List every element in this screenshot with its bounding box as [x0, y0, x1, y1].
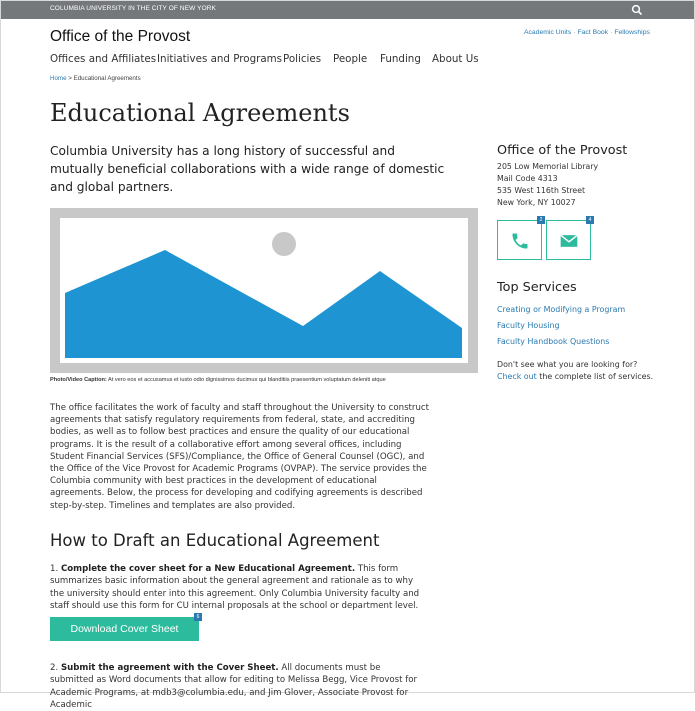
utility-link-academic-units[interactable]: Academic Units: [524, 29, 572, 36]
caption-text: At vero eos et accusamus et iusto odio dignissimos ducimus qui blanditiis praesentium voluptatum deleniti atque: [108, 377, 386, 383]
sidebar-office-title: Office of the Provost: [497, 143, 628, 158]
top-services-title: Top Services: [497, 280, 577, 295]
page-title: Educational Agreements: [50, 99, 350, 127]
nav-item-initiatives[interactable]: Initiatives and Programs: [157, 53, 283, 65]
breadcrumb-home[interactable]: Home: [50, 75, 67, 82]
email-button[interactable]: [546, 220, 591, 260]
services-note: [497, 359, 653, 383]
breadcrumb-current: Educational Agreements: [73, 75, 141, 82]
address-line: Mail Code 4313: [497, 174, 558, 183]
nav-item-people[interactable]: People: [333, 53, 368, 65]
phone-button[interactable]: [497, 220, 542, 260]
email-badge: 4: [586, 216, 594, 224]
nav-item-about[interactable]: About Us: [432, 53, 479, 65]
step-number: 1.: [50, 564, 59, 574]
service-link-faculty-housing[interactable]: Faculty Housing: [497, 321, 560, 330]
breadcrumb: [50, 75, 141, 82]
step-text: This form summarizes basic information about the general agreement and rationale as to why the university should enter into this agreement. Only Columbia University faculty and staff should use this form for CU internal proposals at the school or department level.: [50, 564, 420, 611]
nav-item-funding[interactable]: Funding: [380, 53, 421, 65]
step-1: [50, 563, 420, 612]
step-number: 2.: [50, 663, 59, 673]
nav-item-offices[interactable]: Offices and Affiliates: [50, 53, 157, 65]
utility-separator: ·: [610, 29, 613, 36]
address-line: 535 West 116th Street: [497, 186, 586, 195]
step-text: All documents must be submitted as Word documents that allow for editing to Melissa Begg, Vice Provost for Academic Programs, at mdb3@columbia.edu, and Jim Glover, Associate Provost for Academic: [50, 663, 418, 710]
breadcrumb-separator: >: [68, 75, 72, 82]
utility-links: [524, 29, 650, 36]
utility-link-fellowships[interactable]: Fellowships: [614, 29, 650, 36]
office-address: [497, 161, 598, 209]
utility-link-fact-book[interactable]: Fact Book: [577, 29, 609, 36]
lead-paragraph: Columbia University has a long history of successful and mutually beneficial collaborations with a wide range of domestic and global partners.: [50, 144, 445, 194]
body-paragraph: The office facilitates the work of faculty and staff throughout the University to construct agreements that satisfy regulatory requirements from federal, state, and accrediting bodies, as well as to follow best practices and ensure the quality of our educational programs. It is the result of a collaborative effort among several offices, including Student Financial Services (SFS)/Compliance, the Office of General Counsel (OGC), and the Office of the Vice Provost for Academic Programs (OVPAP). The service provides the Columbia community with best practices in the development of educational agreements. Below, the process for developing and codifying agreements is described step-by-step. Timelines and templates are also provided.: [50, 403, 429, 511]
section-heading: How to Draft an Educational Agreement: [50, 531, 380, 550]
image-placeholder-icon: [60, 218, 468, 363]
phone-icon: [510, 231, 530, 251]
utility-separator: ·: [573, 29, 576, 36]
service-link-creating-program[interactable]: Creating or Modifying a Program: [497, 305, 626, 314]
university-name[interactable]: COLUMBIA UNIVERSITY IN THE CITY OF NEW YORK: [50, 5, 216, 12]
address-line: 205 Low Memorial Library: [497, 162, 599, 171]
email-icon: [559, 231, 579, 251]
check-out-link[interactable]: Check out: [497, 372, 537, 381]
phone-badge: 2: [537, 216, 545, 224]
step-2: [50, 662, 420, 711]
university-bar: [1, 1, 694, 19]
site-title[interactable]: Office of the Provost: [50, 28, 191, 45]
nav-item-policies[interactable]: Policies: [283, 53, 322, 65]
step-title: Complete the cover sheet for a New Educational Agreement.: [60, 564, 356, 574]
download-cover-sheet-button[interactable]: Download Cover Sheet: [50, 617, 199, 641]
caption-label: Photo/Video Caption:: [50, 377, 107, 383]
download-badge: 6: [194, 613, 202, 621]
step-title: Submit the agreement with the Cover Sheet.: [60, 663, 279, 673]
services-note-rest: the complete list of services.: [539, 372, 654, 381]
services-note-question: Don't see what you are looking for?: [497, 360, 638, 369]
media-caption: [50, 377, 386, 383]
service-link-faculty-handbook[interactable]: Faculty Handbook Questions: [497, 337, 610, 346]
media-placeholder[interactable]: [50, 208, 478, 373]
address-line: New York, NY 10027: [497, 198, 576, 207]
search-icon[interactable]: [631, 4, 643, 16]
